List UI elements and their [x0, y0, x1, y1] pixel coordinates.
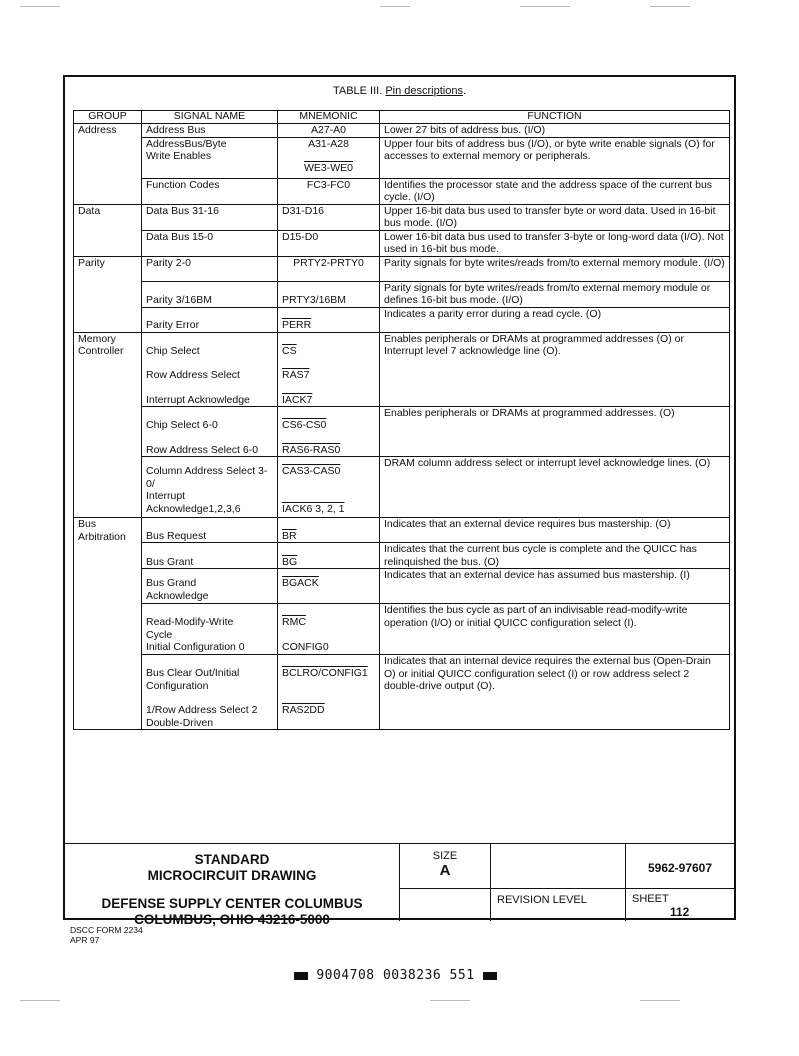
scan-artifact [650, 6, 690, 7]
header-signal: SIGNAL NAME [142, 111, 278, 124]
table-row [74, 307, 730, 332]
signal-line: Bus Clear Out/Initial [146, 667, 240, 679]
signal-cell [142, 137, 278, 178]
mnemonic-line: IACK7 [282, 393, 313, 406]
group-cell: Parity [74, 256, 142, 332]
signal-line: Write Enables [146, 150, 212, 162]
function-cell: Identifies the bus cycle as part of an indivisable read-modify-write operation (I/O) or initial QUICC configuration select (I). [380, 604, 730, 655]
signal-line: Interrupt [146, 490, 186, 502]
signal-cell: Bus Request [142, 518, 278, 543]
barcode-block-icon [483, 972, 497, 980]
title-block [65, 843, 734, 927]
function-cell: Indicates that an external device has assumed bus mastership. (I) [380, 569, 730, 604]
form-line: DSCC FORM 2234 [70, 925, 143, 935]
header-mnemonic: MNEMONIC [278, 111, 380, 124]
barcode-text: 9004708 0038236 551 [316, 968, 475, 983]
scan-artifact [20, 6, 60, 7]
signal-line: Chip Select [146, 344, 200, 357]
mnemonic-cell [278, 407, 380, 457]
signal-line: Chip Select 6-0 [146, 419, 218, 431]
group-cell: Data [74, 204, 142, 256]
function-cell: DRAM column address select or interrupt level acknowledge lines. (O) [380, 457, 730, 518]
function-cell: Enables peripherals or DRAMs at programmed addresses (O) or Interrupt level 7 acknowledge line (O). [380, 332, 730, 407]
size-value: A [439, 862, 451, 879]
mnemonic-cell: FC3-FC0 [278, 178, 380, 204]
mnemonic-line: BCLRO/CONFIG1 [282, 667, 368, 679]
function-cell: Upper 16-bit data bus used to transfer byte or word data. Used in 16-bit bus mode. (I/O) [380, 204, 730, 230]
mnemonic-line: $\overline{CS}$ [282, 344, 297, 357]
table-title [65, 85, 734, 97]
signal-cell [142, 655, 278, 730]
table-row [74, 332, 730, 407]
mnemonic-cell [278, 604, 380, 655]
mnemonic-line: BGACK [282, 577, 319, 589]
agency-address: COLUMBUS, OHIO 43216-5000 [134, 912, 330, 927]
table-row [74, 569, 730, 604]
signal-line: Row Address Select [146, 369, 240, 381]
signal-cell: Parity 2-0 [142, 256, 278, 281]
signal-cell: Bus Grant [142, 543, 278, 569]
mnemonic-line: CAS3-CAS0 [282, 465, 341, 477]
group-cell [74, 332, 142, 518]
signal-line: Interrupt Acknowledge [146, 393, 250, 406]
signal-line: AddressBus/Byte [146, 137, 227, 150]
signal-cell [142, 407, 278, 457]
table-row [74, 543, 730, 569]
mnemonic-cell [278, 569, 380, 604]
doc-number-cell [625, 844, 734, 888]
table-row [74, 407, 730, 457]
signal-cell [142, 457, 278, 518]
table-row [74, 124, 730, 138]
mnemonic-line: $\overline{RMC}$ [282, 616, 306, 628]
mnemonic-line: IACK6 3, 2, 1 [282, 502, 345, 515]
signal-line: Acknowledge1,2,3,6 [146, 502, 241, 515]
scan-artifact [20, 1000, 60, 1001]
mnemonic-cell [278, 655, 380, 730]
mnemonic-cell: $\overline{BR}$ [278, 518, 380, 543]
signal-line: Acknowledge [146, 589, 209, 602]
mnemonic-cell [278, 137, 380, 178]
table-row [74, 518, 730, 543]
mnemonic-line: A31-A28 [308, 137, 349, 150]
mnemonic-cell: PRTY3/16BM [278, 281, 380, 307]
function-cell: Lower 16-bit data bus used to transfer 3-byte or long-word data (I/O). Not used in 16-bit bus mode. [380, 230, 730, 256]
size-cell [399, 844, 490, 888]
signal-cell: Parity Error [142, 307, 278, 332]
mnemonic-cell: D31-D16 [278, 204, 380, 230]
title-block-grid [399, 844, 734, 921]
barcode-strip [294, 968, 497, 983]
table-header-row [74, 111, 730, 124]
table-caption: Pin descriptions [385, 85, 463, 97]
group-line: Controller [78, 345, 124, 357]
pin-descriptions-table [73, 110, 730, 730]
header-group: GROUP [74, 111, 142, 124]
group-line: Memory [78, 332, 116, 345]
doc-number: 5962-97607 [647, 861, 713, 875]
table-row [74, 178, 730, 204]
table-row [74, 604, 730, 655]
signal-line: 1/Row Address Select 2 [146, 704, 258, 716]
cage-cell [490, 844, 625, 888]
table-row [74, 230, 730, 256]
table-row [74, 204, 730, 230]
title-block-left [65, 844, 399, 927]
function-cell: Indicates that an external device requires bus mastership. (O) [380, 518, 730, 543]
mnemonic-cell [278, 332, 380, 407]
mnemonic-line: RAS7 [282, 369, 310, 381]
signal-cell: Function Codes [142, 178, 278, 204]
mnemonic-line: RAS2DD [282, 703, 325, 716]
table-row [74, 457, 730, 518]
blank-cell [399, 888, 490, 921]
header-function: FUNCTION [380, 111, 730, 124]
table-row [74, 256, 730, 281]
mnemonic-cell [278, 457, 380, 518]
group-cell [74, 518, 142, 730]
function-cell: Indicates a parity error during a read cycle. (O) [380, 307, 730, 332]
scan-artifact [640, 1000, 680, 1001]
function-cell: Lower 27 bits of address bus. (I/O) [380, 124, 730, 138]
drawing-frame [63, 75, 736, 927]
function-cell: Parity signals for byte writes/reads from/to external memory module or defines 16-bit bus mode. (I/O) [380, 281, 730, 307]
sheet-label: SHEET [632, 893, 669, 905]
form-number [70, 925, 143, 945]
mnemonic-cell: PRTY2-PRTY0 [278, 256, 380, 281]
form-date: APR 97 [70, 935, 100, 945]
scan-artifact [430, 1000, 470, 1001]
signal-line: Bus Grand [146, 577, 197, 589]
signal-cell [142, 569, 278, 604]
signal-line: Initial Configuration 0 [146, 641, 245, 653]
mnemonic-line: RAS6-RAS0 [282, 443, 341, 456]
revision-label: REVISION LEVEL [497, 894, 587, 906]
group-line: Arbitration [78, 530, 126, 543]
signal-cell: Data Bus 15-0 [142, 230, 278, 256]
table-row [74, 281, 730, 307]
table-caption-period: . [462, 85, 467, 97]
revision-cell [490, 888, 625, 921]
scan-artifact [520, 6, 570, 7]
size-label: SIZE [432, 850, 458, 862]
signal-line: Configuration [146, 679, 209, 692]
signal-cell: Address Bus [142, 124, 278, 138]
signal-cell: Data Bus 31-16 [142, 204, 278, 230]
table-number: TABLE III. [332, 85, 383, 97]
function-cell: Indicates that the current bus cycle is complete and the QUICC has relinquished the bus. (O) [380, 543, 730, 569]
signal-cell [142, 604, 278, 655]
signal-cell [142, 332, 278, 407]
mnemonic-cell: D15-D0 [278, 230, 380, 256]
standard-label: STANDARD [194, 852, 270, 867]
sheet-cell [625, 888, 734, 921]
barcode-block-icon [294, 972, 308, 980]
group-line: Bus [78, 518, 97, 530]
signal-line: Column Address Select 3-0/ [146, 465, 268, 490]
signal-line: Double-Driven [146, 716, 214, 729]
function-cell: Parity signals for byte writes/reads from/to external memory module. (I/O) [380, 256, 730, 281]
table-row [74, 137, 730, 178]
mnemonic-cell: PERR [278, 307, 380, 332]
function-cell: Identifies the processor state and the address space of the current bus cycle. (I/O) [380, 178, 730, 204]
function-cell: Enables peripherals or DRAMs at programmed addresses. (O) [380, 407, 730, 457]
signal-line: Cycle [146, 628, 173, 641]
function-cell: Upper four bits of address bus (I/O), or byte write enable signals (O) for accesses to external memory or peripherals. [380, 137, 730, 178]
group-cell: Address [74, 124, 142, 205]
drawing-label: MICROCIRCUIT DRAWING [147, 868, 317, 883]
agency-name: DEFENSE SUPPLY CENTER COLUMBUS [101, 896, 363, 911]
mnemonic-line: WE3-WE0 [303, 162, 353, 174]
signal-cell: Parity 3/16BM [142, 281, 278, 307]
signal-line: Read-Modify-Write [146, 616, 234, 628]
mnemonic-cell: A27-A0 [278, 124, 380, 138]
function-cell: Indicates that an internal device requires the external bus (Open-Drain O) or initial QUICC configuration select (I) or row address select 2 double-drive output (O). [380, 655, 730, 730]
mnemonic-cell: $\overline{BG}$ [278, 543, 380, 569]
mnemonic-line: CONFIG0 [282, 640, 329, 653]
scan-artifact [380, 6, 410, 7]
signal-line: Row Address Select 6-0 [146, 443, 259, 456]
mnemonic-line: CS6-CS0 [282, 419, 327, 431]
sheet-number: 112 [670, 905, 690, 919]
table-row [74, 655, 730, 730]
